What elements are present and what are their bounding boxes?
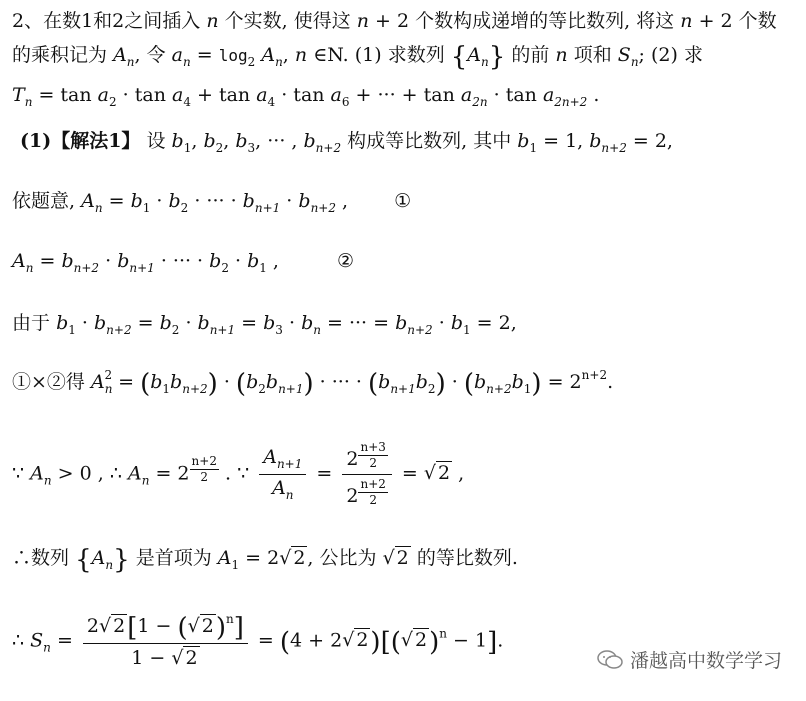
log-text: log [218, 46, 248, 65]
tn-formula: $T_n = \tan a_2 \cdot \tan a_4 + \tan a_4 \cdot \tan a_6$ + ··· + $\tan a_{2n} \cdot \tan a_{2n+2}$ . [12, 84, 600, 109]
geo-seq-text: 的等比数列. [416, 547, 518, 569]
problem-line2-b: , 令 [134, 44, 166, 66]
problem-line-2: 的乘积记为 $A_n$, 令 $a_n = \log_2 A_n$, n ∈N. (1) 求数列 $\{A_n\}$ 的前 n 项和 $S_n$; (2) 求 [12, 42, 703, 72]
therefore-symbol-3: ∴ [12, 629, 25, 652]
solution-line-1: (1)【解法1】 设 $b_1$, $b_2$, $b_3$, ··· , $b_{n+2}$ 构成等比数列, 其中 $b_1 = 1$, $b_{n+2} = 2$, [20, 130, 673, 155]
solution-line-2: 依题意, $A_n = b_1 \cdot b_2$ · ··· · $b_{n+1} \cdot b_{n+2}$ , ① [12, 190, 412, 215]
circle-two: ② [337, 250, 355, 272]
solution-line-8: ∴ $S_n$ = 2√ 2 [1 − (√ 2 )$^n$] 1 − √ 2 = (4 + 2√ 2 )[(√ 2 )$^n$ − 1]. [12, 612, 504, 669]
problem-prefix: 2、在数1和2之间插入 [12, 10, 201, 32]
problem-line2-c: ∈N. (1) 求数列 [313, 44, 445, 66]
circle-times-text: ①×②得 [12, 371, 85, 393]
solution-line-7: ∴数列 $\{A_n\}$ 是首项为 $A_1 = 2√$ 2 , 公比为 √ 2 的等比数列. [12, 545, 518, 575]
therefore-symbol-2: ∴ [12, 547, 32, 569]
problem-line2-e: 项和 [573, 44, 612, 66]
problem-line2-d: 的前 [511, 44, 550, 66]
therefore-symbol: ∴ [109, 462, 122, 485]
yitiyi-text: 依题意, [12, 190, 76, 212]
problem-line2-f: ; (2) 求 [638, 44, 703, 66]
wechat-icon [596, 649, 624, 671]
problem-text-3: + 2 个数 [698, 10, 777, 32]
watermark-text: 潘越高中数学学习 [629, 650, 782, 672]
solution-line-3: $A_n = b_{n+2} \cdot b_{n+1}$ · ··· · $b_2 \cdot b_1$ , ② [12, 250, 355, 275]
circle-one: ① [394, 190, 412, 212]
ratio-text: , 公比为 [307, 547, 377, 569]
sequence-label: 数列 [31, 547, 70, 569]
set-text: 设 [146, 130, 166, 152]
method-label: (1)【解法1】 [20, 130, 141, 152]
problem-text-1: 个实数, 使得这 [224, 10, 351, 32]
constitute-text: 构成等比数列, 其中 [347, 130, 512, 152]
problem-line2-a: 的乘积记为 [12, 44, 108, 66]
first-term-text: 是首项为 [135, 547, 212, 569]
problem-text-2: + 2 个数构成递增的等比数列, 将这 [375, 10, 675, 32]
because-symbol: ∵ [12, 462, 25, 485]
solution-line-4: 由于 $b_1 \cdot b_{n+2} = b_2 \cdot b_{n+1} = b_3 \cdot b_n$ = ··· = $b_{n+2} \cdot b_1 = 2$, [12, 312, 517, 337]
watermark [596, 646, 782, 673]
problem-line-1: 2、在数1和2之间插入 n 个实数, 使得这 n + 2 个数构成递增的等比数列, 将这 n + 2 个数 [12, 10, 777, 32]
youyu-text: 由于 [12, 312, 51, 334]
because-symbol-2: ∵ [237, 462, 250, 485]
solution-line-5: ①×②得 $A_n^2 = (b_1b_{n+2}) \cdot (b_2b_{n+1})$ · ··· · $(b_{n+1}b_2) \cdot (b_{n+2}b_1) = 2^{n+2}$. [12, 368, 614, 399]
solution-line-6: ∵ $A_n > 0$ , ∴ $A_n = 2$ $\frac{n+2}{2}$ . ∵ $\frac{A_{n+1}}{A_n}$ = 2 $\frac{n+3}{2}$ 2 $\frac{n+2}{2}$ = √ 2 , [12, 440, 465, 507]
